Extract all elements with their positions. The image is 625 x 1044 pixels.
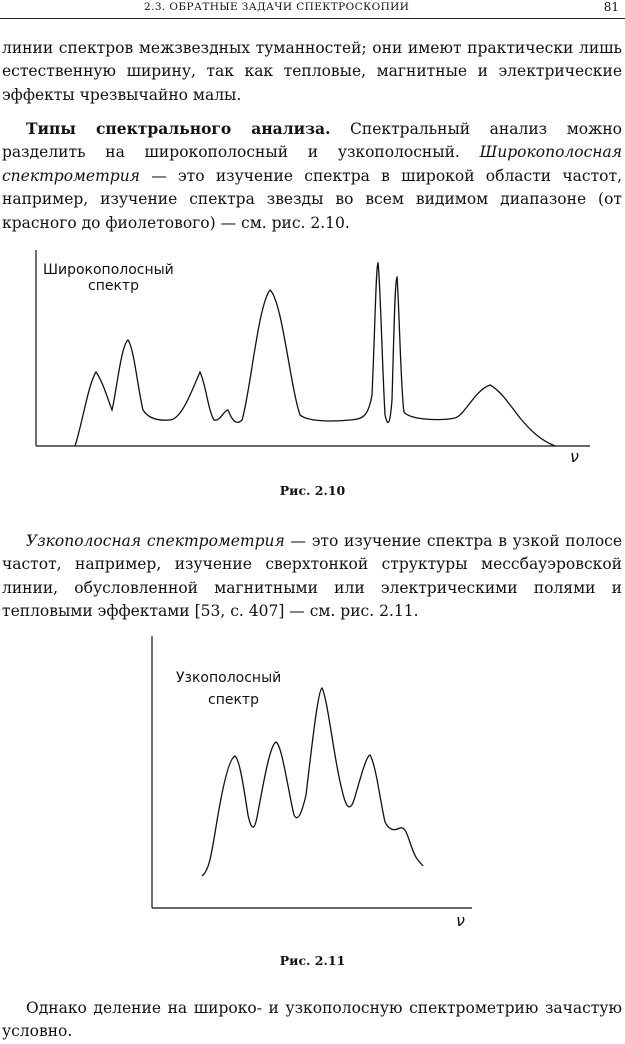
- term-narrowband: Узкополосная спектрометрия: [26, 532, 285, 550]
- figure-2-axis-label: ν: [456, 911, 465, 930]
- figure-2-label-line1: Узкополосный: [176, 670, 282, 686]
- paragraph-2-text-b: — это изучение спектра в широкой области частот, например, изучение спектра звезды во всем видимом диапазоне (от красного до фиолетового) — см. рис. 2.10.: [2, 166, 622, 232]
- paragraph-2-text-a: Спектральный анализ можно разделить на широкополосный и узкополосный.: [2, 120, 622, 162]
- figure-2-label-line2: спектр: [208, 692, 259, 708]
- paragraph-4: [2, 997, 622, 1044]
- figure-2-caption: Рис. 2.11: [279, 953, 346, 968]
- running-header: [0, 0, 625, 19]
- figure-1-caption: Рис. 2.10: [279, 483, 346, 498]
- narrowband-spectrum-curve: [202, 688, 423, 876]
- section-heading: Типы спектрального анализа.: [26, 119, 331, 138]
- figure-narrowband-spectrum: [0, 630, 625, 940]
- paragraph-2: [2, 117, 622, 235]
- figure-1-label-line1: Широкополосный: [43, 262, 174, 278]
- running-title: 2.3. ОБРАТНЫЕ ЗАДАЧИ СПЕКТРОСКОПИИ: [144, 1, 410, 13]
- figure-broadband-spectrum: [0, 240, 625, 470]
- paragraph-1: [2, 37, 622, 107]
- broadband-spectrum-curve: [75, 263, 555, 446]
- figure-1-label-line2: спектр: [88, 278, 139, 294]
- page-number: 81: [603, 0, 619, 14]
- paragraph-3: [2, 530, 622, 624]
- term-broadband: Широкополосная спектрометрия: [2, 143, 622, 185]
- figure-1-axis-label: ν: [570, 447, 579, 466]
- paragraph-3-text: — это изучение спектра в узкой полосе частот, например, изучение сверхтонкой структуры мессбауэровской линии, обусловленной магнитными или электрическими полями и тепловыми эффектами [53, с. 407] — см. рис. 2.11.: [2, 532, 622, 621]
- paragraph-4-text: Однако деление на широко- и узкополосную спектрометрию зачастую условно.: [2, 999, 622, 1041]
- paragraph-1-text: линии спектров межзвездных туманностей; они имеют практически лишь естественную ширину, так как тепловые, магнитные и электрические эффекты чрезвычайно малы.: [2, 39, 622, 104]
